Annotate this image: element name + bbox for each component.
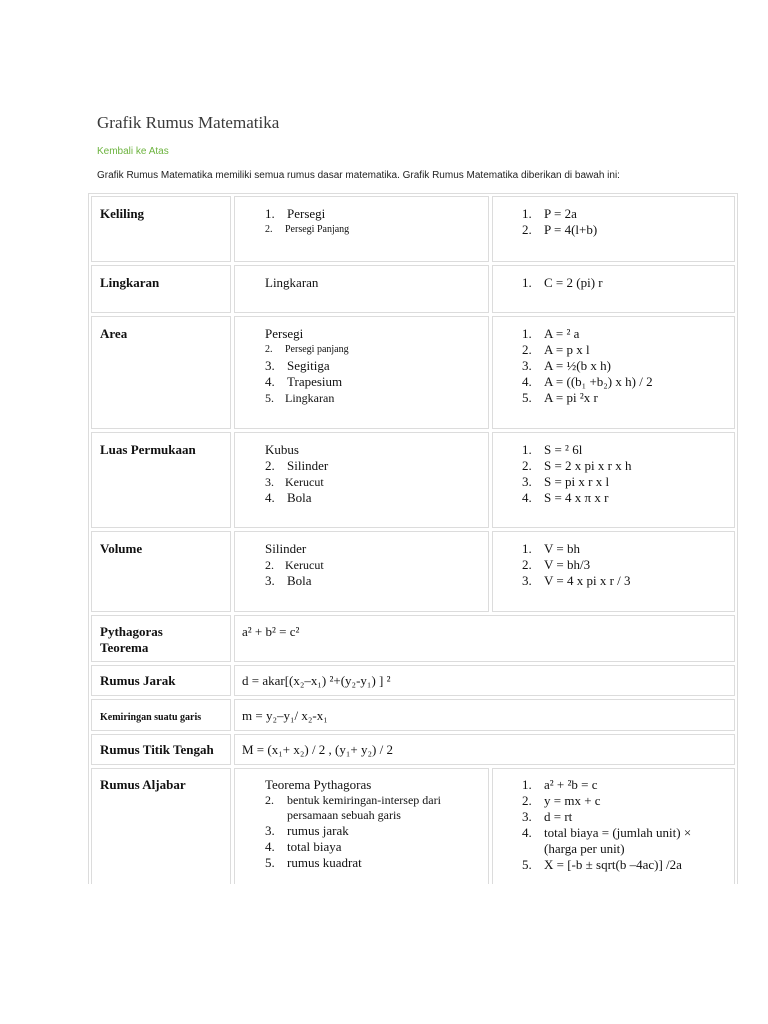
row-label: Lingkaran	[100, 275, 160, 290]
list-item: Persegi	[265, 326, 304, 341]
row-label: Pythagoras	[100, 624, 163, 639]
list-item: 2. bentuk kemiringan-intersep dari persamaan sebuah garis	[265, 793, 441, 822]
formula-cell-pythagoras	[234, 615, 735, 662]
items-cell-luas-permukaan	[234, 432, 489, 528]
list-item: 2. Persegi panjang	[265, 344, 349, 355]
formula-line: 2. P = 4(l+b)	[522, 222, 598, 237]
formula-line: 2. V = bh/3	[522, 557, 591, 572]
formula-cell-kemiringan	[234, 699, 735, 731]
label-cell-pythagoras	[91, 615, 231, 662]
label-cell-jarak	[91, 665, 231, 696]
list-item: 2. Persegi Panjang	[265, 224, 350, 235]
formula-line: 2. y = mx + c	[522, 793, 601, 808]
formula-line: 3. V = 4 x pi x r / 3	[522, 573, 631, 588]
list-item: 2. Silinder	[265, 458, 329, 473]
list-item: 2. Kerucut	[265, 558, 324, 572]
list-item: 3. Kerucut	[265, 475, 324, 489]
formula-line: M = (x₁+ x₂) / 2 , (y₁+ y₂) / 2	[242, 742, 393, 757]
items-cell-aljabar	[234, 768, 489, 884]
back-to-top-link[interactable]: Kembali ke Atas	[97, 146, 169, 157]
formulas-cell-keliling	[492, 196, 735, 262]
formula-line: 4. A = ((b₁ +b₂) x h) / 2	[522, 374, 653, 389]
items-cell-keliling	[234, 196, 489, 262]
row-label: Rumus Titik Tengah	[100, 742, 214, 757]
formula-line: 1. V = bh	[522, 541, 580, 556]
row-label: Teorema	[100, 640, 149, 655]
list-item: 4. Trapesium	[265, 374, 343, 389]
list-item: 5. Lingkaran	[265, 391, 335, 405]
formulas-cell-area	[492, 316, 735, 429]
items-cell-volume	[234, 531, 489, 612]
row-label: Rumus Aljabar	[100, 777, 186, 792]
formula-line: 2. S = 2 x pi x r x h	[522, 458, 632, 473]
list-item: Silinder	[265, 541, 307, 556]
formula-line: 1. S = ² 6l	[522, 442, 583, 457]
formula-line: 3. d = rt	[522, 809, 573, 824]
label-cell-volume	[91, 531, 231, 612]
items-cell-lingkaran	[234, 265, 489, 313]
items-cell-area	[234, 316, 489, 429]
formula-line: a² + b² = c²	[242, 624, 300, 639]
formula-line: d = akar[(x₂–x₁) ²+(y₂-y₁) ] ²	[242, 673, 391, 688]
list-item: 3. Bola	[265, 573, 312, 588]
formula-line: 4. S = 4 x π x r	[522, 490, 609, 505]
formula-line: (harga per unit)	[544, 841, 625, 856]
label-cell-keliling	[91, 196, 231, 262]
formula-line: 2. A = p x l	[522, 342, 590, 357]
formula-line: 1. C = 2 (pi) r	[522, 275, 603, 290]
page-title: Grafik Rumus Matematika	[97, 113, 280, 132]
formulas-cell-lingkaran	[492, 265, 735, 313]
formula-table	[88, 193, 738, 884]
formula-line: m = y₂–y₁/ x₂-x₁	[242, 708, 328, 723]
label-cell-kemiringan	[91, 699, 231, 731]
label-cell-luas-permukaan	[91, 432, 231, 528]
row-label: Luas Permukaan	[100, 442, 196, 457]
label-cell-lingkaran	[91, 265, 231, 313]
formulas-cell-aljabar	[492, 768, 735, 884]
formulas-cell-luas-permukaan	[492, 432, 735, 528]
formula-line: 1. a² + ²b = c	[522, 777, 598, 792]
label-cell-area	[91, 316, 231, 429]
list-item: 4. Bola	[265, 490, 312, 505]
formula-cell-titik-tengah	[234, 734, 735, 765]
formula-line: 4. total biaya = (jumlah unit) ×	[522, 825, 692, 840]
intro-text: Grafik Rumus Matematika memiliki semua rumus dasar matematika. Grafik Rumus Matematika diberikan di bawah ini:	[97, 170, 620, 181]
list-item: Lingkaran	[265, 275, 319, 290]
formula-line: 5. X = [-b ± sqrt(b –4ac)] /2a	[522, 857, 682, 872]
formula-line: 5. A = pi ²x r	[522, 390, 598, 405]
list-item: 1. Persegi	[265, 206, 326, 221]
label-cell-titik-tengah	[91, 734, 231, 765]
list-item: 5. rumus kuadrat	[265, 855, 362, 870]
formula-line: 3. S = pi x r x l	[522, 474, 610, 489]
list-item: 3. rumus jarak	[265, 823, 349, 838]
label-cell-aljabar	[91, 768, 231, 884]
list-item: 3. Segitiga	[265, 358, 330, 373]
row-label: Kemiringan suatu garis	[100, 712, 202, 723]
row-label: Volume	[100, 541, 143, 556]
row-label: Area	[100, 326, 128, 341]
list-item: 4. total biaya	[265, 839, 342, 854]
formula-line: 1. A = ² a	[522, 326, 580, 341]
row-label: Rumus Jarak	[100, 673, 176, 688]
formula-line: 3. A = ½(b x h)	[522, 358, 611, 373]
list-item: Teorema Pythagoras	[265, 777, 372, 792]
formula-line: 1. P = 2a	[522, 206, 577, 221]
formulas-cell-volume	[492, 531, 735, 612]
row-label: Keliling	[100, 206, 145, 221]
formula-cell-jarak	[234, 665, 735, 696]
list-item: Kubus	[265, 442, 299, 457]
